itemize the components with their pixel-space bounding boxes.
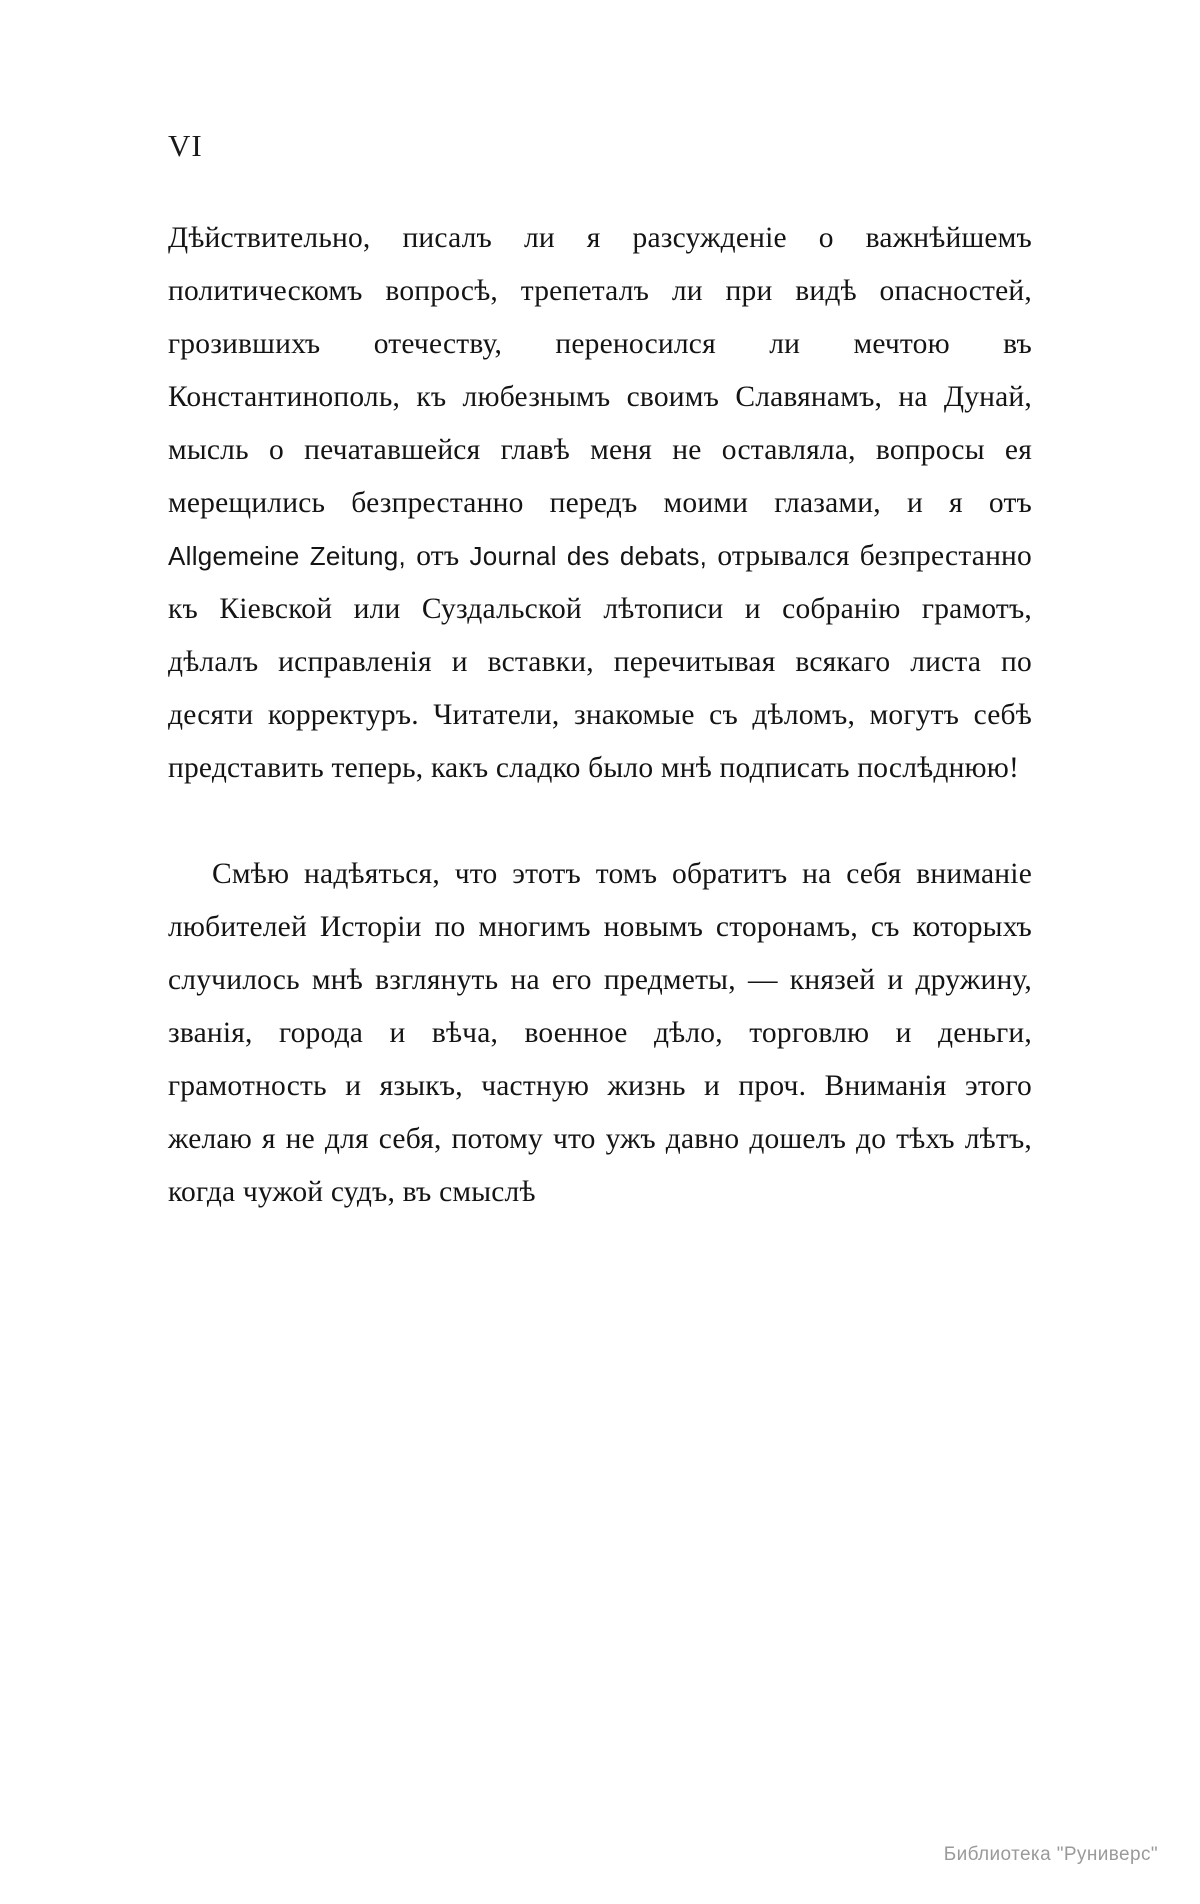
- text-run: Смѣю надѣяться, что этотъ томъ обратитъ на себя вниманiе любителей Исторiи по многимъ новымъ сторонамъ, съ которыхъ случилось мнѣ взглянуть на его предметы, — князей и дружину, званiя, города и вѣча, военное дѣло, торговлю и деньги, грамотность и языкъ, частную жизнь и проч. Вниманiя этого желаю я не для себя, потому что ужъ давно дошелъ до тѣхъ лѣтъ, когда чужой судъ, въ смыслѣ: [168, 858, 1032, 1208]
- paragraph-1: [168, 212, 1032, 795]
- text-run: отрывался безпрестанно къ Кiевской или Суздальской лѣтописи и собранiю грамотъ, дѣлалъ исправленiя и вставки, перечитывая всякаго листа по десяти корректуръ. Читатели, знакомые съ дѣломъ, могутъ себѣ представить теперь, какъ сладко было мнѣ подписать послѣднюю!: [168, 540, 1032, 784]
- latin-run: Allgemeine Zeitung,: [168, 541, 407, 571]
- body-text-block: [168, 212, 1032, 1219]
- latin-run: Journal des debats,: [469, 541, 708, 571]
- paragraph-2: [168, 848, 1032, 1219]
- library-watermark: Библиотека "Руниверс": [943, 1844, 1158, 1865]
- text-run: Дѣйствительно, писалъ ли я разсужденiе о важнѣйшемъ политическомъ вопросѣ, трепеталъ ли при видѣ опасностей, грозившихъ отечеству, переносился ли мечтою въ Константинополь, къ любезнымъ своимъ Славянамъ, на Дунай, мысль о печатавшейся главѣ меня не оставляла, вопросы ея мерещились безпрестанно передъ моими глазами, и я отъ: [168, 222, 1032, 519]
- page-number: VI: [168, 128, 203, 163]
- text-run: отъ: [406, 540, 470, 572]
